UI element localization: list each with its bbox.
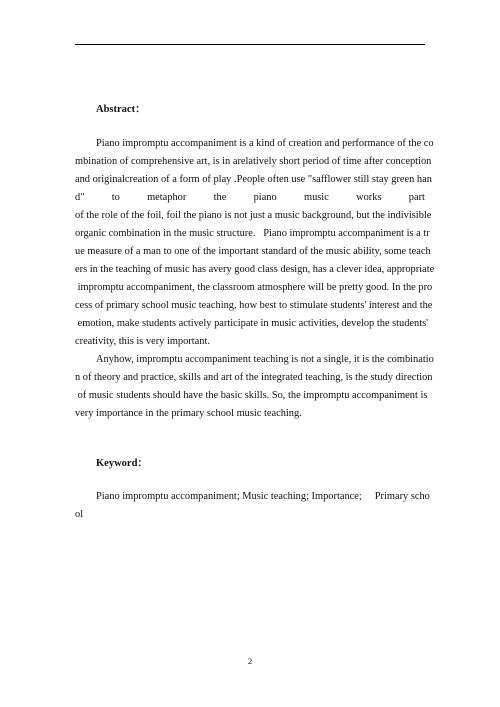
abstract-line-13: Anyhow, impromptu accompaniment teaching is not a single, it is the combinatio xyxy=(96,354,434,365)
abstract-line-4-word: metaphor xyxy=(147,192,187,203)
keyword-heading: Keyword： xyxy=(96,458,148,469)
abstract-line-9: impromptu accompaniment, the classroom atmosphere will be pretty good. In the pro xyxy=(75,282,433,293)
abstract-line-12: creativity, this is very important. xyxy=(75,336,210,347)
abstract-line-3: and originalcreation of a form of play .People often use "safflower still stay green han xyxy=(75,174,432,185)
abstract-line-14: n of theory and practice, skills and art of the integrated teaching, is the study direction xyxy=(75,372,433,383)
abstract-line-8: ers in the teaching of music has avery good class design, has a clever idea, appropriate xyxy=(75,264,435,275)
abstract-line-4-word: piano xyxy=(253,192,277,203)
abstract-line-4-word: d" xyxy=(75,192,85,203)
abstract-line-4-word: to xyxy=(111,192,120,203)
abstract-line-4-word: part xyxy=(408,192,425,203)
abstract-line-11: emotion, make students actively participate in music activities, develop the students' xyxy=(75,318,429,329)
abstract-line-10: cess of primary school music teaching, how best to stimulate students' interest and the xyxy=(75,300,433,311)
keyword-line-2: ol xyxy=(75,509,84,520)
abstract-line-2: mbination of comprehensive art, is in arelatively short period of time after conception xyxy=(75,156,432,167)
abstract-line-5: of the role of the foil, foil the piano is not just a music background, but the indivisible xyxy=(75,210,432,221)
abstract-line-1: Piano impromptu accompaniment is a kind of creation and performance of the co xyxy=(96,138,434,149)
abstract-line-7: ue measure of a man to one of the important standard of the music ability, some teach xyxy=(75,246,431,257)
abstract-heading: Abstract： xyxy=(96,104,146,115)
abstract-line-4-word: works xyxy=(356,192,382,203)
abstract-line-4-word: the xyxy=(213,192,227,203)
page-number: 2 xyxy=(247,656,253,666)
abstract-line-16: very importance in the primary school music teaching. xyxy=(75,408,302,419)
abstract-line-15: of music students should have the basic skills. So, the impromptu accompaniment is xyxy=(75,390,428,401)
abstract-line-4-word: music xyxy=(303,192,329,203)
abstract-line-6: organic combination in the music structure. Piano impromptu accompaniment is a tr xyxy=(75,228,430,239)
header-rule xyxy=(75,44,425,45)
abstract-line-4 xyxy=(75,191,425,204)
keyword-line-1: Piano impromptu accompaniment; Music teaching; Importance; Primary scho xyxy=(96,491,430,502)
